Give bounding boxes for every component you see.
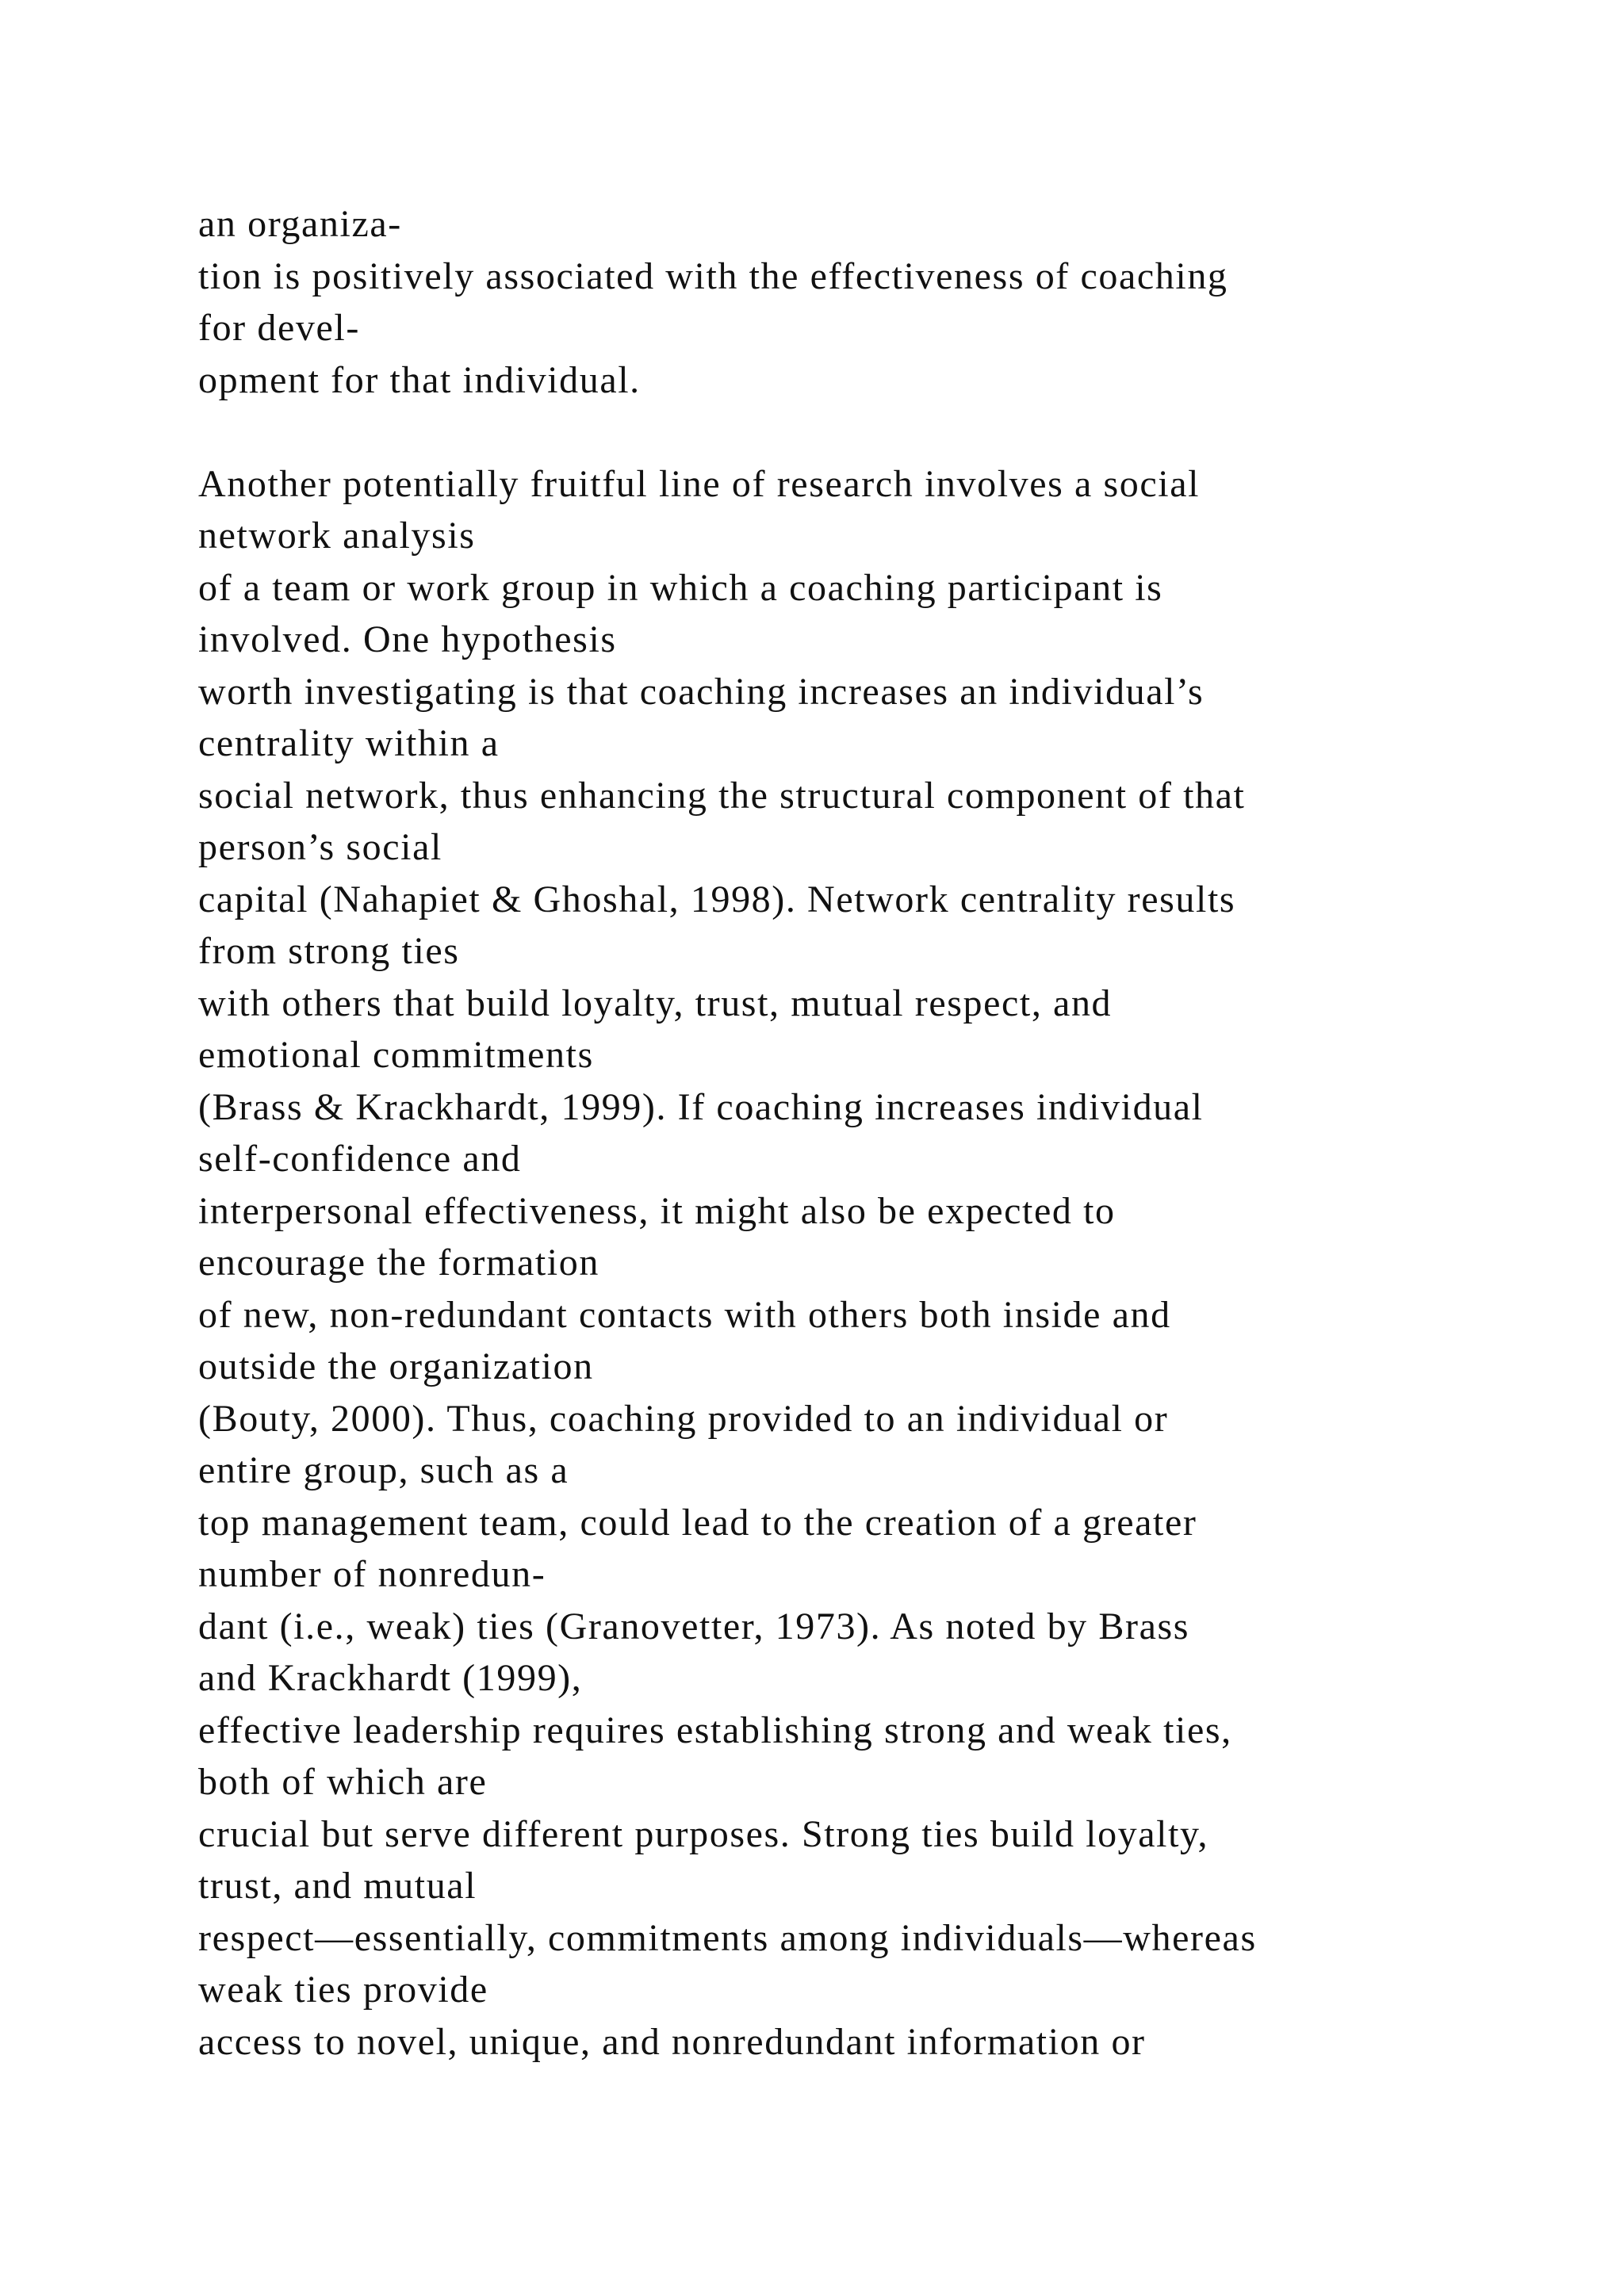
text-line: tion is positively associated with the effectiveness of coaching — [198, 254, 1228, 297]
text-line: self-confidence and — [198, 1138, 522, 1180]
text-line: with others that build loyalty, trust, mutual respect, and — [198, 982, 1113, 1024]
text-line: interpersonal effectiveness, it might also be expected to — [198, 1189, 1116, 1232]
text-line: opment for that individual. — [198, 358, 641, 401]
text-line: trust, and mutual — [198, 1865, 477, 1907]
text-line: network analysis — [198, 515, 476, 557]
text-line: respect—essentially, commitments among individuals—whereas — [198, 1916, 1257, 1959]
text-line: outside the organization — [198, 1345, 594, 1387]
text-line: effective leadership requires establishing strong and weak ties, — [198, 1709, 1232, 1751]
text-line: (Brass & Krackhardt, 1999). If coaching increases individual — [198, 1085, 1204, 1128]
text-line: emotional commitments — [198, 1034, 594, 1076]
text-line: worth investigating is that coaching increases an individual’s — [198, 670, 1205, 713]
text-line: Another potentially fruitful line of research involves a social — [198, 462, 1201, 505]
text-line: dant (i.e., weak) ties (Granovetter, 1973). As noted by Brass — [198, 1605, 1190, 1647]
text-line: and Krackhardt (1999), — [198, 1657, 583, 1699]
text-line: involved. One hypothesis — [198, 618, 617, 660]
text-line: an organiza- — [198, 203, 402, 245]
text-line: top management team, could lead to the creation of a greater — [198, 1501, 1197, 1544]
text-line: centrality within a — [198, 722, 500, 764]
text-line: entire group, such as a — [198, 1449, 569, 1491]
text-line: number of nonredun- — [198, 1553, 546, 1595]
text-line: crucial but serve different purposes. Strong ties build loyalty, — [198, 1812, 1209, 1855]
text-line: from strong ties — [198, 930, 460, 972]
text-line: (Bouty, 2000). Thus, coaching provided to an individual or — [198, 1397, 1169, 1440]
text-line: person’s social — [198, 826, 442, 868]
text-line: weak ties provide — [198, 1969, 488, 2011]
paragraph — [198, 458, 1546, 2068]
body-text — [198, 198, 1546, 2068]
paragraph-spacer — [198, 406, 1546, 458]
text-line: both of which are — [198, 1761, 488, 1803]
text-line: capital (Nahapiet & Ghoshal, 1998). Network centrality results — [198, 878, 1236, 920]
paragraph — [198, 198, 1546, 406]
text-line: encourage the formation — [198, 1242, 599, 1284]
text-line: social network, thus enhancing the structural component of that — [198, 774, 1246, 817]
text-line: for devel- — [198, 307, 360, 349]
text-line: of a team or work group in which a coaching participant is — [198, 566, 1163, 609]
text-line: of new, non-redundant contacts with others both inside and — [198, 1293, 1171, 1336]
text-line: access to novel, unique, and nonredundant information or — [198, 2020, 1146, 2063]
